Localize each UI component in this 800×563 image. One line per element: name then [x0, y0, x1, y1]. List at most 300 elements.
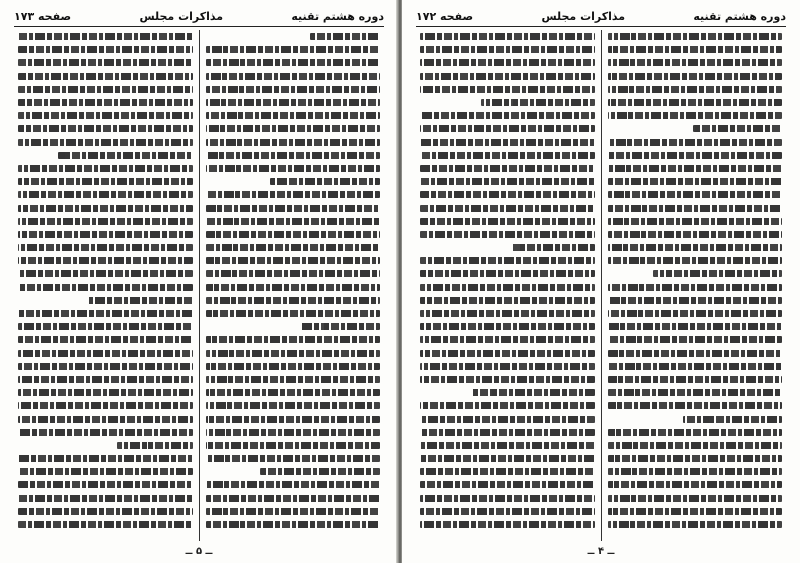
- left-page-right-column: [200, 30, 387, 541]
- printed-text-stroke: [420, 178, 595, 185]
- text-line: [608, 465, 783, 478]
- text-line: [206, 373, 381, 386]
- printed-text-stroke: [206, 508, 381, 515]
- text-line: [18, 43, 193, 56]
- text-line: [420, 426, 595, 439]
- text-line: [608, 175, 783, 188]
- printed-text-stroke: [18, 310, 193, 317]
- text-line: [420, 373, 595, 386]
- printed-text-stroke: [206, 191, 381, 198]
- text-line: [420, 215, 595, 228]
- printed-text-stroke: [608, 468, 783, 475]
- text-line: [608, 281, 783, 294]
- left-page-left-column: [12, 30, 200, 541]
- text-line: [608, 294, 783, 307]
- text-line: [420, 241, 595, 254]
- text-line: [18, 83, 193, 96]
- text-line: [18, 320, 193, 333]
- text-line: [420, 254, 595, 267]
- printed-text-stroke: [206, 336, 381, 343]
- printed-text-stroke: [608, 152, 783, 159]
- text-line: [608, 56, 783, 69]
- text-line: [206, 281, 381, 294]
- text-line: [206, 294, 381, 307]
- text-line: [18, 30, 193, 43]
- text-line: [420, 70, 595, 83]
- text-line: [608, 83, 783, 96]
- printed-text-stroke: [206, 350, 381, 357]
- text-line: [18, 452, 193, 465]
- printed-text-stroke: [18, 218, 193, 225]
- printed-text-stroke: [18, 244, 193, 251]
- printed-text-stroke: [18, 495, 193, 502]
- right-page-header: [416, 8, 786, 27]
- printed-text-stroke: [18, 99, 193, 106]
- printed-text-stroke: [420, 46, 595, 53]
- text-line: [206, 505, 381, 518]
- left-header-title: مذاکرات مجلس: [139, 9, 224, 23]
- text-line: [420, 162, 595, 175]
- printed-text-stroke: [18, 231, 193, 238]
- printed-text-stroke: [608, 350, 783, 357]
- left-header-page-number: صفحه ۱۷۳: [14, 9, 72, 23]
- text-line: [18, 439, 193, 452]
- printed-text-stroke: [270, 178, 380, 185]
- printed-text-stroke: [608, 178, 783, 185]
- printed-text-stroke: [206, 376, 381, 383]
- printed-text-stroke: [608, 376, 783, 383]
- text-line: [206, 267, 381, 280]
- printed-text-stroke: [18, 455, 193, 462]
- text-line: [608, 347, 783, 360]
- text-line: [420, 439, 595, 452]
- printed-text-stroke: [88, 297, 193, 304]
- text-line: [18, 201, 193, 214]
- text-line: [420, 505, 595, 518]
- printed-text-stroke: [420, 86, 595, 93]
- text-line: [206, 228, 381, 241]
- printed-text-stroke: [420, 429, 595, 436]
- text-line: [608, 320, 783, 333]
- text-line: [420, 201, 595, 214]
- text-line: [608, 426, 783, 439]
- text-line: [18, 188, 193, 201]
- text-line: [206, 188, 381, 201]
- text-line: [608, 241, 783, 254]
- text-line: [206, 254, 381, 267]
- text-line: [420, 136, 595, 149]
- text-line: [206, 56, 381, 69]
- printed-text-stroke: [608, 257, 783, 264]
- printed-text-stroke: [420, 205, 595, 212]
- text-line: [18, 505, 193, 518]
- printed-text-stroke: [206, 231, 381, 238]
- printed-text-stroke: [608, 297, 783, 304]
- printed-text-stroke: [206, 86, 381, 93]
- text-line: [608, 307, 783, 320]
- printed-text-stroke: [420, 521, 595, 528]
- printed-text-stroke: [420, 416, 595, 423]
- printed-text-stroke: [608, 139, 783, 146]
- text-line: [18, 96, 193, 109]
- printed-text-stroke: [18, 178, 193, 185]
- text-line: [420, 83, 595, 96]
- text-line: [420, 412, 595, 425]
- left-page-header: [14, 8, 384, 27]
- text-line: [608, 30, 783, 43]
- printed-text-stroke: [206, 284, 381, 291]
- printed-text-stroke: [206, 139, 381, 146]
- right-page-footer-number: ــ ۴ ــ: [587, 546, 615, 557]
- printed-text-stroke: [18, 125, 193, 132]
- printed-text-stroke: [420, 139, 595, 146]
- printed-text-stroke: [608, 33, 783, 40]
- printed-text-stroke: [18, 270, 193, 277]
- text-line: [608, 373, 783, 386]
- printed-text-stroke: [420, 284, 595, 291]
- printed-text-stroke: [420, 297, 595, 304]
- printed-text-stroke: [206, 521, 381, 528]
- text-line: [608, 478, 783, 491]
- text-line: [420, 109, 595, 122]
- printed-text-stroke: [608, 165, 783, 172]
- text-line: [608, 215, 783, 228]
- printed-text-stroke: [420, 125, 595, 132]
- printed-text-stroke: [420, 231, 595, 238]
- text-line: [18, 70, 193, 83]
- text-line: [206, 320, 381, 333]
- text-line: [18, 109, 193, 122]
- text-line: [420, 294, 595, 307]
- text-line: [206, 439, 381, 452]
- text-line: [18, 386, 193, 399]
- text-lines: [18, 30, 193, 531]
- printed-text-stroke: [420, 270, 595, 277]
- printed-text-stroke: [18, 508, 193, 515]
- printed-text-stroke: [206, 389, 381, 396]
- text-line: [206, 201, 381, 214]
- printed-text-stroke: [18, 468, 193, 475]
- printed-text-stroke: [608, 310, 783, 317]
- text-line: [608, 267, 783, 280]
- printed-text-stroke: [310, 33, 380, 40]
- printed-text-stroke: [683, 416, 782, 423]
- printed-text-stroke: [18, 350, 193, 357]
- printed-text-stroke: [608, 191, 783, 198]
- printed-text-stroke: [206, 218, 381, 225]
- text-line: [608, 505, 783, 518]
- printed-text-stroke: [206, 402, 381, 409]
- text-line: [608, 492, 783, 505]
- text-line: [420, 492, 595, 505]
- text-line: [18, 294, 193, 307]
- text-line: [18, 518, 193, 531]
- text-line: [18, 360, 193, 373]
- right-page-columns: [414, 30, 788, 541]
- printed-text-stroke: [18, 46, 193, 53]
- printed-text-stroke: [18, 402, 193, 409]
- printed-text-stroke: [608, 495, 783, 502]
- printed-text-stroke: [420, 495, 595, 502]
- text-line: [206, 136, 381, 149]
- printed-text-stroke: [608, 521, 783, 528]
- text-line: [18, 492, 193, 505]
- printed-text-stroke: [420, 112, 595, 119]
- text-line: [18, 149, 193, 162]
- text-line: [18, 162, 193, 175]
- printed-text-stroke: [18, 73, 193, 80]
- printed-text-stroke: [18, 59, 193, 66]
- right-page: [402, 0, 800, 563]
- text-line: [420, 56, 595, 69]
- text-line: [608, 162, 783, 175]
- printed-text-stroke: [420, 33, 595, 40]
- text-line: [206, 426, 381, 439]
- printed-text-stroke: [18, 481, 193, 488]
- printed-text-stroke: [608, 429, 783, 436]
- printed-text-stroke: [18, 376, 193, 383]
- printed-text-stroke: [420, 455, 595, 462]
- printed-text-stroke: [206, 429, 381, 436]
- printed-text-stroke: [18, 139, 193, 146]
- text-line: [18, 215, 193, 228]
- text-line: [420, 347, 595, 360]
- printed-text-stroke: [18, 165, 193, 172]
- printed-text-stroke: [608, 86, 783, 93]
- printed-text-stroke: [206, 442, 381, 449]
- text-line: [420, 30, 595, 43]
- printed-text-stroke: [481, 99, 594, 106]
- printed-text-stroke: [420, 363, 595, 370]
- printed-text-stroke: [206, 59, 381, 66]
- printed-text-stroke: [608, 231, 783, 238]
- printed-text-stroke: [608, 402, 783, 409]
- text-line: [608, 149, 783, 162]
- text-line: [608, 254, 783, 267]
- text-line: [206, 70, 381, 83]
- text-line: [18, 136, 193, 149]
- text-line: [420, 267, 595, 280]
- printed-text-stroke: [608, 112, 783, 119]
- right-header-session: دوره هشتم تقنیه: [693, 9, 786, 23]
- printed-text-stroke: [471, 389, 595, 396]
- printed-text-stroke: [206, 152, 381, 159]
- text-line: [608, 386, 783, 399]
- printed-text-stroke: [420, 323, 595, 330]
- text-line: [608, 333, 783, 346]
- printed-text-stroke: [420, 73, 595, 80]
- text-line: [608, 228, 783, 241]
- text-line: [608, 412, 783, 425]
- printed-text-stroke: [206, 112, 381, 119]
- text-line: [206, 465, 381, 478]
- text-line: [206, 452, 381, 465]
- printed-text-stroke: [420, 442, 595, 449]
- text-lines: [420, 30, 595, 531]
- text-line: [18, 347, 193, 360]
- printed-text-stroke: [511, 244, 595, 251]
- text-line: [206, 386, 381, 399]
- text-line: [18, 122, 193, 135]
- printed-text-stroke: [206, 257, 381, 264]
- text-line: [608, 109, 783, 122]
- right-page-left-column: [414, 30, 602, 541]
- text-line: [18, 228, 193, 241]
- printed-text-stroke: [653, 270, 782, 277]
- text-line: [206, 492, 381, 505]
- text-line: [206, 333, 381, 346]
- text-line: [420, 43, 595, 56]
- printed-text-stroke: [420, 402, 595, 409]
- printed-text-stroke: [608, 244, 783, 251]
- text-line: [18, 307, 193, 320]
- right-header-page-number: صفحه ۱۷۲: [416, 9, 474, 23]
- printed-text-stroke: [206, 495, 381, 502]
- text-line: [420, 320, 595, 333]
- text-line: [206, 162, 381, 175]
- text-line: [608, 136, 783, 149]
- text-line: [206, 175, 381, 188]
- printed-text-stroke: [608, 508, 783, 515]
- text-line: [206, 399, 381, 412]
- text-line: [18, 175, 193, 188]
- printed-text-stroke: [58, 152, 192, 159]
- text-line: [608, 518, 783, 531]
- text-line: [420, 399, 595, 412]
- printed-text-stroke: [18, 205, 193, 212]
- text-line: [18, 412, 193, 425]
- printed-text-stroke: [608, 336, 783, 343]
- text-line: [206, 149, 381, 162]
- printed-text-stroke: [420, 218, 595, 225]
- printed-text-stroke: [18, 521, 193, 528]
- text-line: [420, 175, 595, 188]
- text-line: [608, 96, 783, 109]
- printed-text-stroke: [420, 310, 595, 317]
- printed-text-stroke: [260, 468, 380, 475]
- text-line: [608, 360, 783, 373]
- printed-text-stroke: [18, 389, 193, 396]
- text-line: [206, 478, 381, 491]
- text-line: [608, 399, 783, 412]
- text-line: [420, 188, 595, 201]
- printed-text-stroke: [18, 429, 193, 436]
- printed-text-stroke: [117, 442, 192, 449]
- printed-text-stroke: [206, 73, 381, 80]
- text-line: [206, 109, 381, 122]
- text-line: [420, 228, 595, 241]
- printed-text-stroke: [206, 310, 381, 317]
- text-lines: [608, 30, 783, 531]
- text-line: [18, 333, 193, 346]
- printed-text-stroke: [206, 455, 381, 462]
- printed-text-stroke: [420, 165, 595, 172]
- text-line: [608, 70, 783, 83]
- printed-text-stroke: [18, 33, 193, 40]
- text-line: [206, 307, 381, 320]
- printed-text-stroke: [608, 218, 783, 225]
- text-line: [608, 43, 783, 56]
- printed-text-stroke: [18, 257, 193, 264]
- printed-text-stroke: [206, 363, 381, 370]
- text-line: [420, 452, 595, 465]
- printed-text-stroke: [420, 152, 595, 159]
- printed-text-stroke: [206, 46, 381, 53]
- text-line: [18, 241, 193, 254]
- text-line: [420, 122, 595, 135]
- printed-text-stroke: [206, 297, 381, 304]
- text-line: [206, 347, 381, 360]
- printed-text-stroke: [18, 112, 193, 119]
- text-line: [18, 56, 193, 69]
- text-line: [420, 333, 595, 346]
- right-page-right-column: [602, 30, 789, 541]
- left-header-session: دوره هشتم تقنیه: [291, 9, 384, 23]
- text-line: [608, 439, 783, 452]
- printed-text-stroke: [206, 125, 381, 132]
- text-line: [18, 465, 193, 478]
- printed-text-stroke: [608, 73, 783, 80]
- text-line: [420, 478, 595, 491]
- text-line: [206, 30, 381, 43]
- text-line: [420, 386, 595, 399]
- printed-text-stroke: [420, 350, 595, 357]
- printed-text-stroke: [693, 125, 782, 132]
- printed-text-stroke: [608, 363, 783, 370]
- text-line: [206, 122, 381, 135]
- printed-text-stroke: [206, 165, 381, 172]
- printed-text-stroke: [608, 46, 783, 53]
- text-line: [206, 360, 381, 373]
- text-line: [18, 478, 193, 491]
- text-line: [420, 96, 595, 109]
- printed-text-stroke: [18, 86, 193, 93]
- right-header-title: مذاکرات مجلس: [541, 9, 626, 23]
- printed-text-stroke: [420, 481, 595, 488]
- printed-text-stroke: [18, 323, 193, 330]
- text-line: [420, 518, 595, 531]
- printed-text-stroke: [420, 468, 595, 475]
- text-line: [608, 452, 783, 465]
- printed-text-stroke: [608, 323, 783, 330]
- printed-text-stroke: [608, 284, 783, 291]
- left-page: [0, 0, 398, 563]
- text-line: [18, 373, 193, 386]
- text-line: [18, 254, 193, 267]
- text-line: [608, 122, 783, 135]
- text-line: [420, 360, 595, 373]
- printed-text-stroke: [206, 481, 381, 488]
- text-line: [420, 149, 595, 162]
- text-line: [420, 281, 595, 294]
- printed-text-stroke: [18, 363, 193, 370]
- printed-text-stroke: [18, 416, 193, 423]
- printed-text-stroke: [420, 508, 595, 515]
- printed-text-stroke: [608, 481, 783, 488]
- text-line: [206, 215, 381, 228]
- printed-text-stroke: [608, 455, 783, 462]
- printed-text-stroke: [608, 59, 783, 66]
- text-line: [206, 518, 381, 531]
- printed-text-stroke: [420, 376, 595, 383]
- text-lines: [206, 30, 381, 531]
- printed-text-stroke: [206, 244, 381, 251]
- text-line: [18, 281, 193, 294]
- printed-text-stroke: [206, 99, 381, 106]
- text-line: [206, 83, 381, 96]
- text-line: [420, 465, 595, 478]
- text-line: [420, 307, 595, 320]
